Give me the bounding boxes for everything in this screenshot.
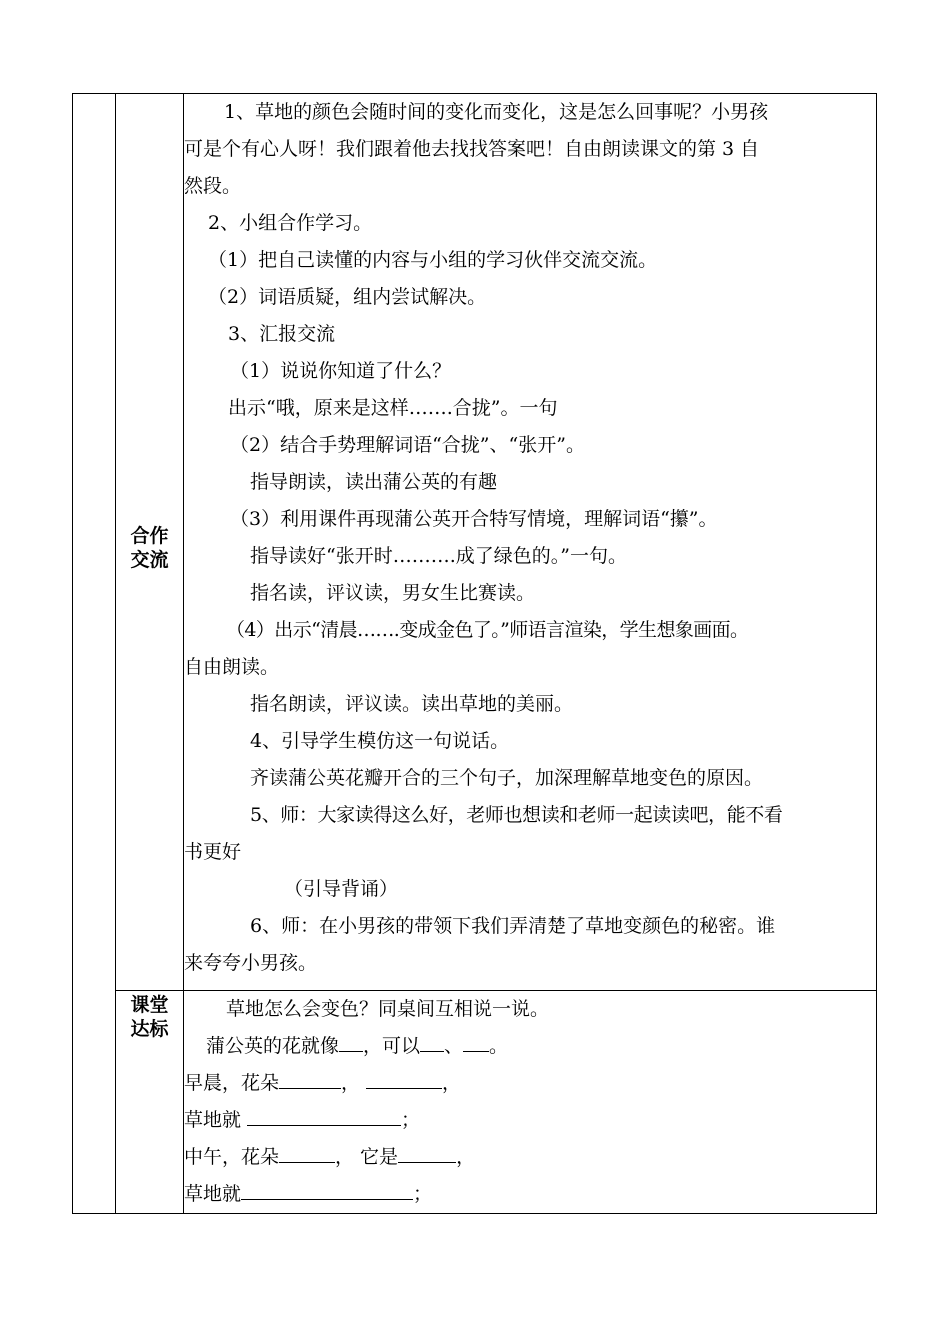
practice-row — [73, 991, 877, 1214]
text-line: 出示“哦，原来是这样…….合拢”。一句 — [228, 397, 558, 419]
text-line: 3、汇报交流 — [228, 323, 336, 345]
text-line: （引导背诵） — [284, 878, 399, 900]
text-line: 6、师：在小男孩的带领下我们弄清楚了草地变颜色的秘密。谁 — [250, 915, 776, 937]
text-line: 指导朗读，读出蒲公英的有趣 — [250, 471, 498, 493]
text-line: 草地怎么会变色？同桌间互相说一说。 — [226, 998, 550, 1020]
blank-left-cell — [73, 94, 116, 1214]
practice-label: 课堂 达标 — [130, 994, 169, 1040]
text-line: 来夸夸小男孩。 — [184, 952, 318, 974]
answer-blank — [420, 1029, 444, 1052]
fill-line: 蒲公英的花就像 ，可以 、 。 — [184, 1028, 876, 1065]
answer-blank — [241, 1177, 413, 1200]
text-line: 5、师：大家读得这么好，老师也想读和老师一起读读吧，能不看 — [250, 804, 783, 826]
lesson-plan-table — [72, 93, 877, 1214]
text-line: （3）利用课件再现蒲公英开合特写情境，理解词语“攥”。 — [230, 508, 718, 530]
cooperation-label-cell — [116, 94, 184, 991]
text-line: 指名读，评议读，男女生比赛读。 — [250, 582, 536, 604]
practice-label-cell — [116, 991, 184, 1214]
cooperation-content — [184, 94, 877, 991]
text-line: 指名朗读，评议读。读出草地的美丽。 — [250, 693, 574, 715]
answer-blank — [247, 1103, 401, 1126]
text-line: 4、引导学生模仿这一句说话。 — [250, 730, 510, 752]
text-line: （1）说说你知道了什么？ — [230, 360, 452, 382]
text-line: 1、草地的颜色会随时间的变化而变化，这是怎么回事呢？小男孩 — [224, 101, 769, 123]
fill-line: 中午，花朵 ， 它是 ， — [184, 1139, 876, 1176]
text-line: （2）结合手势理解词语“合拢”、“张开”。 — [230, 434, 585, 456]
text-line: 指导读好“张开时……….成了绿色的。”一句。 — [250, 545, 627, 567]
answer-blank — [279, 1066, 341, 1089]
text-line: 自由朗读。 — [184, 656, 280, 678]
fill-line: 草地就 ； — [184, 1176, 876, 1213]
cooperation-row — [73, 94, 877, 991]
text-line: 齐读蒲公英花瓣开合的三个句子，加深理解草地变色的原因。 — [250, 767, 764, 789]
answer-blank — [339, 1029, 363, 1052]
text-line: （1）把自己读懂的内容与小组的学习伙伴交流交流。 — [208, 249, 658, 271]
answer-blank — [463, 1029, 489, 1052]
answer-blank — [398, 1140, 456, 1163]
practice-content — [184, 991, 877, 1214]
text-line: （2）词语质疑，组内尝试解决。 — [208, 286, 487, 308]
text-line: （4）出示“清晨…….变成金色了。”师语言渲染，学生想象画面。 — [226, 619, 749, 641]
text-line: 书更好 — [184, 841, 242, 863]
answer-blank — [279, 1140, 335, 1163]
fill-line: 草地就 ； — [184, 1102, 876, 1139]
text-line: 2、小组合作学习。 — [208, 212, 373, 234]
text-line: 然段。 — [184, 175, 242, 197]
answer-blank — [366, 1066, 442, 1089]
text-line: 可是个有心人呀！我们跟着他去找找答案吧！自由朗读课文的第 3 自 — [184, 138, 760, 160]
cooperation-label: 合作 交流 — [130, 525, 169, 571]
fill-line: 早晨，花朵 ， ， — [184, 1065, 876, 1102]
